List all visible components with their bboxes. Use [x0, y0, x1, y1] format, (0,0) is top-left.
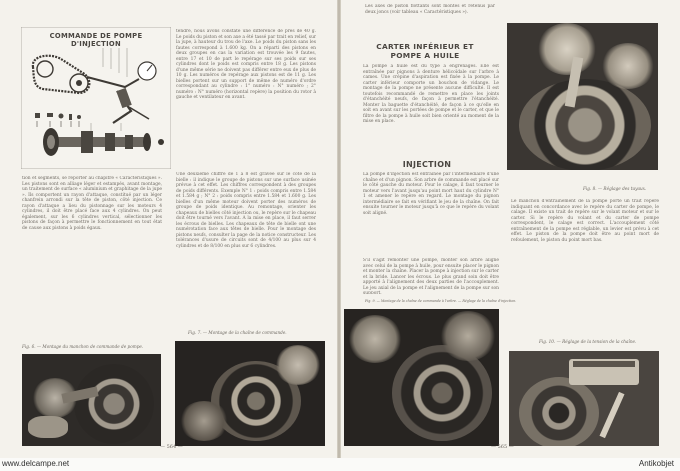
watermark-bar [0, 458, 680, 471]
caption-fig7: Fig. 7. — Montage de la chaîne de commande. [188, 330, 287, 335]
right-col1-injection: La pompe d'injection est entraînée par l'intermédiaire d'une chaîne et d'un pignon. Son arbre de commande est placé sur le côté gauche du moteur. Pour le calage, il faut tourner le moteur vers l'avant jusqu'au point mort haut du cylindre N° 1 et amener le repère en regard. Le montage du pignon intermédiaire se fait en vérifiant le jeu de la chaîne. On fait ensuite tourner le moteur jusqu'à ce que le repère du volant soit aligné. [363, 172, 499, 216]
photo-fig10-tension [509, 351, 659, 446]
caption-fig9: Fig. 9. — Montage de la chaîne de commande à l'arbre. — Réglage de la chaîne d'injection. [365, 299, 517, 303]
photo-fig8-pipes [507, 23, 658, 170]
watermark-right: Antikobjet [638, 459, 674, 468]
pump-control-diagram [21, 27, 171, 169]
photo-fig6-pump-sleeve [22, 354, 161, 446]
diagram-drawing [21, 27, 171, 169]
right-page [341, 0, 680, 458]
left-col1-body: tion et segments, se reporter au chapitre « Caractéristiques ». Les pistons sont en alliage léger et estampés, avant montage, un traitement de surface « aluminium et graphitage de la jupe ». Ils comportent un rayon d'attaque, constitué par un léger chanfrein arrondi sur la tête de piston, côté injection. Ce rayon d'attaque a lieu du pistonnage sur les moteurs 4 cylindres, il doit être placé face aux 4 cylindres. On peut également, sur les 6 cylindres vertical, sélectionner les pistons de façon à permettre le fonctionnement en tout état de cause aux pistons à poids égaux. [22, 176, 162, 231]
caption-fig10: Fig. 10. — Réglage de la tension de la chaîne. [539, 339, 637, 344]
watermark-left: www.delcampe.net [2, 459, 70, 468]
right-folio: — 565 — [491, 444, 514, 450]
heading-carter-pompe: CARTER INFÉRIEUR ET POMPE A HUILE [376, 42, 474, 60]
diagram-title: COMMANDE DE POMPE D'INJECTION [33, 32, 159, 48]
right-col1-carter: La pompe à huile est du type à engrenages. Elle est entraînée par pignons à denture hélicoïdale sur l'arbre à cames. Une crépine d'aspiration est fixée à la pompe. Le carter inférieur comporte un bouchon de vidange. Le montage de la pompe ne présente aucune difficulté. Il est toutefois recommandé de remettre en place les joints d'étanchéité neufs, de façon à permettre l'étanchéité. Monter la baguette d'étanchéité, de façon à ce qu'elle en soit en avant sur les portées de pompe et le carter, et que le filtre de la pompe à huile soit bien orienté au moment de la mise en place. [363, 64, 499, 124]
left-page [0, 0, 337, 458]
photo-fig9-chain-shaft [344, 309, 499, 446]
left-folio: — 564 — [160, 444, 183, 450]
photo-fig7-chain [175, 341, 325, 446]
right-col1-lower: S'il s'agit remonter une pompe, monter son arbre aligné avec celui de la pompe à huile, pour ensuite placer le pignon et monter la chaîne. Placer la pompe à injection sur le carter et la bride. Lancer les écrous. Le plus grand soin doit être apporté à l'alignement des deux parties de l'accouplement. Le jeu axial de la pompe et l'alignement de la pompe sur son support. [363, 258, 499, 294]
caption-fig8: Fig. 8. — Réglage des tuyaux. [583, 186, 647, 191]
left-col2-top: tendre, nous avons constaté une différence de près de 40 g. Le poids du piston et son axe a été tassé par trait en relief, sur la jupe, à hauteur du trou de l'axe. Le poids du piston sans les fautes correspond à 1.600 kg. On a réparti des pistons en deux groupes en cas la variation est trouvée les 9 fautes, entre 17 et 10 de part le repérage sur ses poids sur ses cylindres dont le poids est compris entre 18 g. Les pistons d'une même série ne doivent pas différer entre eux de plus de 10 g. Les numéros de repérage aux pistons est de 11 g. Les bielles portent sur un support de même de numéro d'ordre correspondant au cylindre : 1° numéro : N° numéro ; 2° numéro : N° numéro (horizontal repère) la position du rotor à gauche et ventilateur en avant. [176, 29, 316, 100]
right-col2-body: Le manchon d'entraînement de la pompe porte un trait repère indiquant en concordance avec le repère du carter de pompe, le calage. Il existe un trait de repère sur le volant moteur et sur le carter. Si le repère du volant et du carter de pompe correspondent, le calage est correct. L'accouplement côté entraînement de la pompe est réglable, un levier est prévu à cet effet. Le piston de la pompe doit être au point mort de refoulement, le piston du point mort bas. [511, 199, 659, 243]
heading-injection: INJECTION [402, 160, 452, 169]
left-col2-body: Une deuxième chiffre de 1 à 8 est gravée sur le côté de la bielle : il indique le groupe de pistons sur une surface usinée prévue à cet effet. Les chiffres correspondent à des groupes de poids différents. Exemple N° 1 : poids compris entre 1.584 et 1.584 g ; N° 2 : poids compris entre 1.584 et 1.600 g. Les bielles d'un même moteur doivent porter des numéros de groupe de poids identique. Au remontage, orienter les chapeaux de bielles côté injection ou, le repère sur le chapeau doit être tourné vers l'avant. A la mise en place, il faut serrer les écrous de bielles. Les chapeaux de tête de bielle ont une numérotation face aux têtes de bielle. Pour le montage des pistons neufs, consulter la page de la notice constructeur. Les tolérances d'usure de circuits sont de 4/100 au plus sur 4 cylindres et de 8/100 en plus sur 6 cylindres. [176, 172, 316, 249]
caption-fig6: Fig. 6. — Montage du manchon de commande de pompe. [22, 344, 144, 349]
right-col1-top: Les axes de piston flottants sont montés et retenus par deux joncs (voir tableau « Caractéristiques »). [365, 4, 495, 15]
